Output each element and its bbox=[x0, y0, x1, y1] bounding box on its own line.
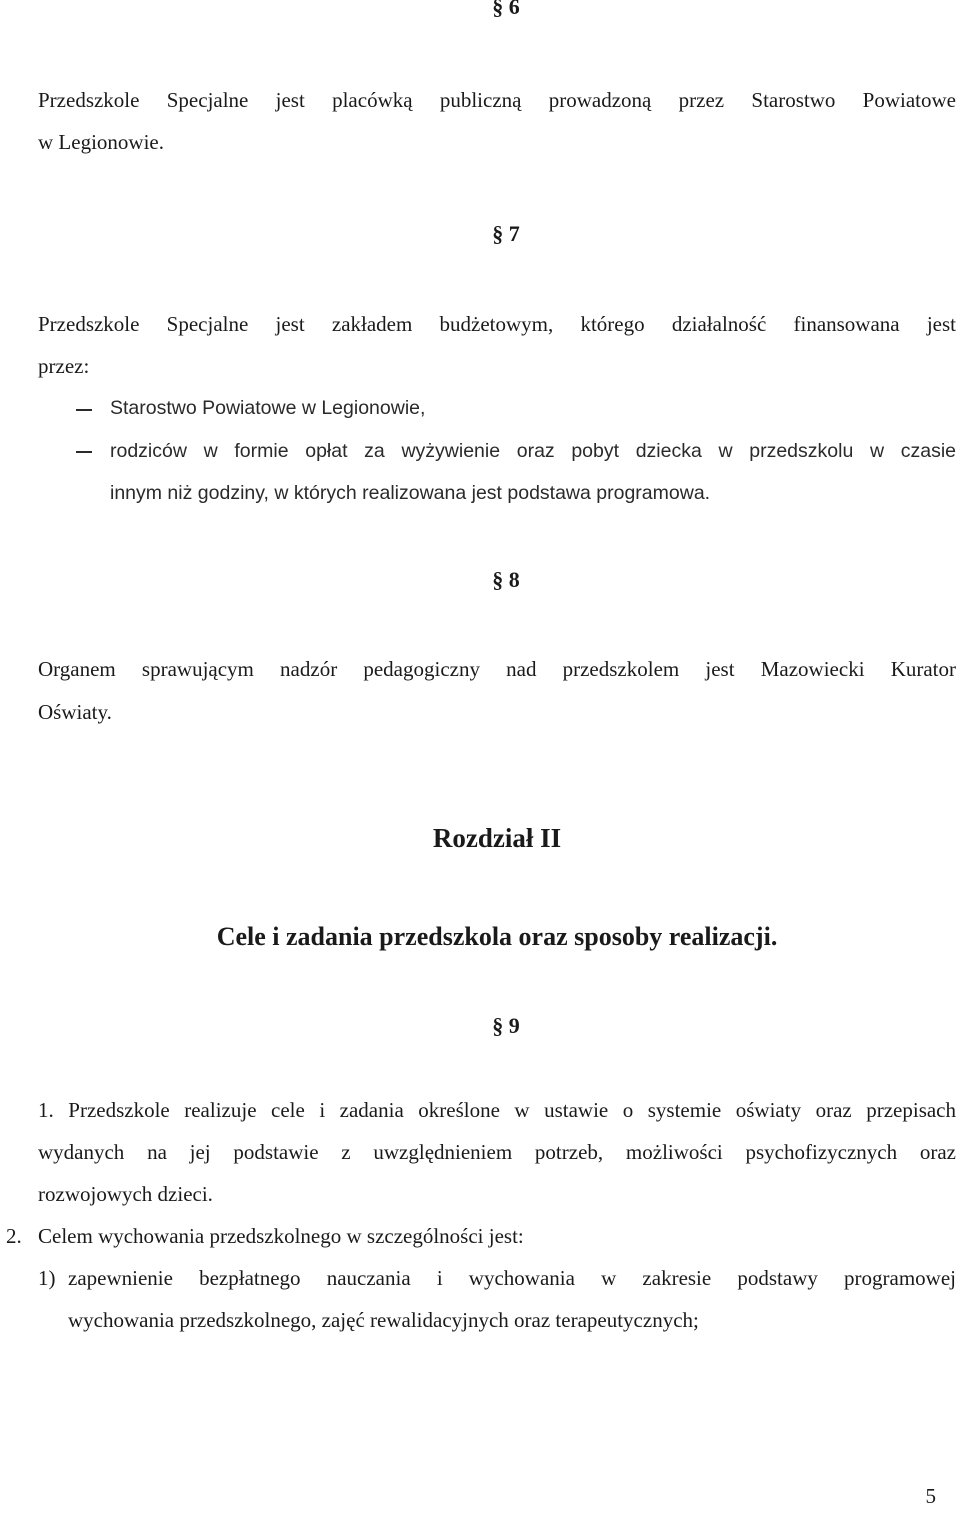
s7-list-item-1: Starostwo Powiatowe w Legionowie, bbox=[110, 397, 426, 419]
item-2-number: 2. bbox=[6, 1224, 22, 1248]
s8-line-2: Oświaty. bbox=[38, 700, 112, 724]
s7-line-2: przez: bbox=[38, 354, 90, 378]
s7-list-item-2-cont: innym niż godziny, w których realizowana jest podstawa programowa. bbox=[110, 482, 711, 504]
subitem-1-line-1: zapewnienie bezpłatnego nauczania i wychowania w zakresie podstawy programowej bbox=[68, 1266, 956, 1290]
s6-line-2: w Legionowie. bbox=[38, 130, 164, 154]
section-9-heading: § 9 bbox=[492, 1013, 520, 1038]
section-7-heading: § 7 bbox=[492, 221, 520, 246]
s7-line-1: Przedszkole Specjalne jest zakładem budżetowym, którego działalność finansowana jest bbox=[38, 312, 956, 336]
dash-bullet bbox=[76, 409, 92, 411]
section-8-heading: § 8 bbox=[492, 567, 520, 592]
item-1-number: 1. bbox=[38, 1098, 54, 1122]
chapter-title: Rozdział II bbox=[432, 823, 562, 853]
item-2-line-1: Celem wychowania przedszkolnego w szczególności jest: bbox=[38, 1224, 524, 1248]
item-1-text: Przedszkole realizuje cele i zadania określone w ustawie o systemie oświaty oraz przepisach bbox=[68, 1098, 957, 1122]
subitem-1-line-2: wychowania przedszkolnego, zajęć rewalidacyjnych oraz terapeutycznych; bbox=[68, 1308, 699, 1332]
item-1-line-1-text bbox=[38, 1098, 956, 1123]
item-1-line-2: wydanych na jej podstawie z uwzględnieniem potrzeb, możliwości psychofizycznych oraz bbox=[38, 1140, 956, 1164]
page-number: 5 bbox=[925, 1484, 936, 1508]
s6-line-1: Przedszkole Specjalne jest placówką publiczną prowadzoną przez Starostwo Powiatowe bbox=[38, 88, 956, 112]
s7-list-item-2: rodziców w formie opłat za wyżywienie oraz pobyt dziecka w przedszkolu w czasie bbox=[110, 440, 956, 462]
s8-line-1: Organem sprawującym nadzór pedagogiczny nad przedszkolem jest Mazowiecki Kurator bbox=[38, 657, 956, 681]
chapter-subtitle: Cele i zadania przedszkola oraz sposoby realizacji. bbox=[216, 922, 778, 951]
item-1-line-3: rozwojowych dzieci. bbox=[38, 1182, 213, 1206]
dash-bullet bbox=[76, 451, 92, 453]
subitem-1-number: 1) bbox=[38, 1266, 56, 1290]
section-6-heading: § 6 bbox=[492, 0, 520, 19]
